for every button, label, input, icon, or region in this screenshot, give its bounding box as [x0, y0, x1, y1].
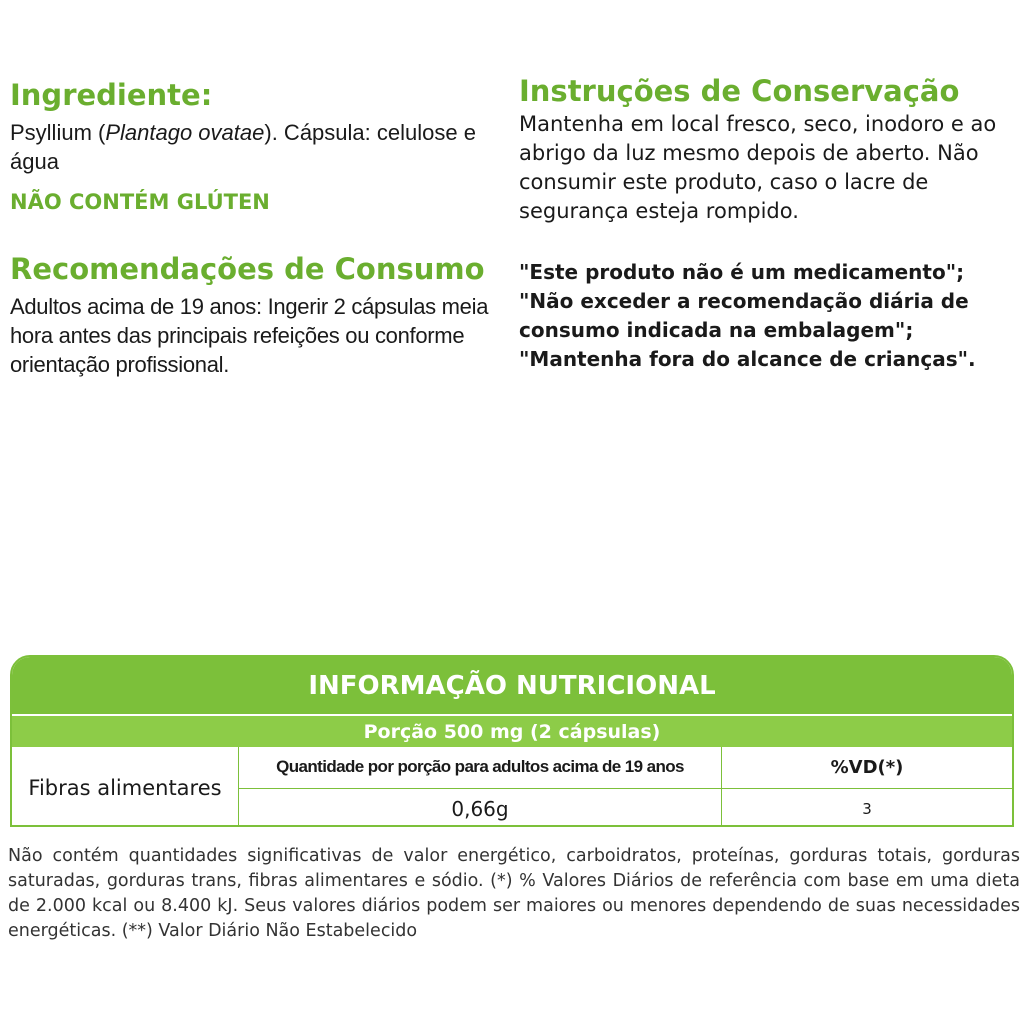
quantity-value: 0,66g — [239, 789, 722, 828]
vd-value: 3 — [862, 799, 872, 818]
warnings-text: "Este produto não é um medicamento"; "Não exceder a recomendação diária de consumo indicada na embalagem"; "Mantenha fora do alcance de crianças". — [519, 260, 976, 371]
left-column — [10, 78, 505, 379]
latin-name: Plantago ovatae — [105, 120, 265, 145]
vd-header: %VD(*) — [830, 756, 904, 778]
gluten-notice: NÃO CONTÉM GLÚTEN — [10, 190, 270, 214]
footnote: Não contém quantidades significativas de valor energético, carboidratos, proteínas, gorduras totais, gorduras saturadas, gorduras trans, fibras alimentares e sódio. (*) % Valores Diários de referência com base em uma dieta de 2.000 kcal ou 8.400 kJ. Seus valores diários podem ser maiores ou menores dependendo de suas necessidades energéticas. (**) Valor Diário Não Estabelecido — [8, 846, 1020, 941]
nutrition-header-row — [239, 747, 1012, 789]
consumption-heading: Recomendações de Consumo — [10, 252, 485, 286]
nutrition-title: INFORMAÇÃO NUTRICIONAL — [12, 657, 1012, 714]
nutrition-table — [10, 655, 1014, 827]
ingredients-text — [10, 118, 505, 176]
storage-text: Mantenha em local fresco, seco, inodoro e ao abrigo da luz mesmo depois de aberto. Não consumir este produto, caso o lacre de segurança esteja rompido. — [519, 112, 997, 223]
storage-heading: Instruções de Conservação — [519, 74, 960, 108]
ingredients-text-end: ). Cápsula: celulose e água — [10, 120, 476, 174]
quantity-header: Quantidade por porção para adultos acima de 19 anos — [239, 747, 722, 788]
right-column — [519, 74, 1019, 374]
nutrient-label: Fibras alimentares — [12, 747, 239, 827]
nutrition-grid — [12, 747, 1012, 827]
nutrition-values — [239, 747, 1012, 827]
ingredients-text-start: Psyllium ( — [10, 120, 106, 145]
ingredients-heading: Ingrediente: — [10, 78, 213, 112]
consumption-text: Adultos acima de 19 anos: Ingerir 2 cápsulas meia hora antes das principais refeições ou conforme orientação profissional. — [10, 294, 489, 377]
nutrition-portion: Porção 500 mg (2 cápsulas) — [12, 714, 1012, 747]
nutrition-value-row — [239, 789, 1012, 828]
consumption-section — [10, 252, 505, 379]
